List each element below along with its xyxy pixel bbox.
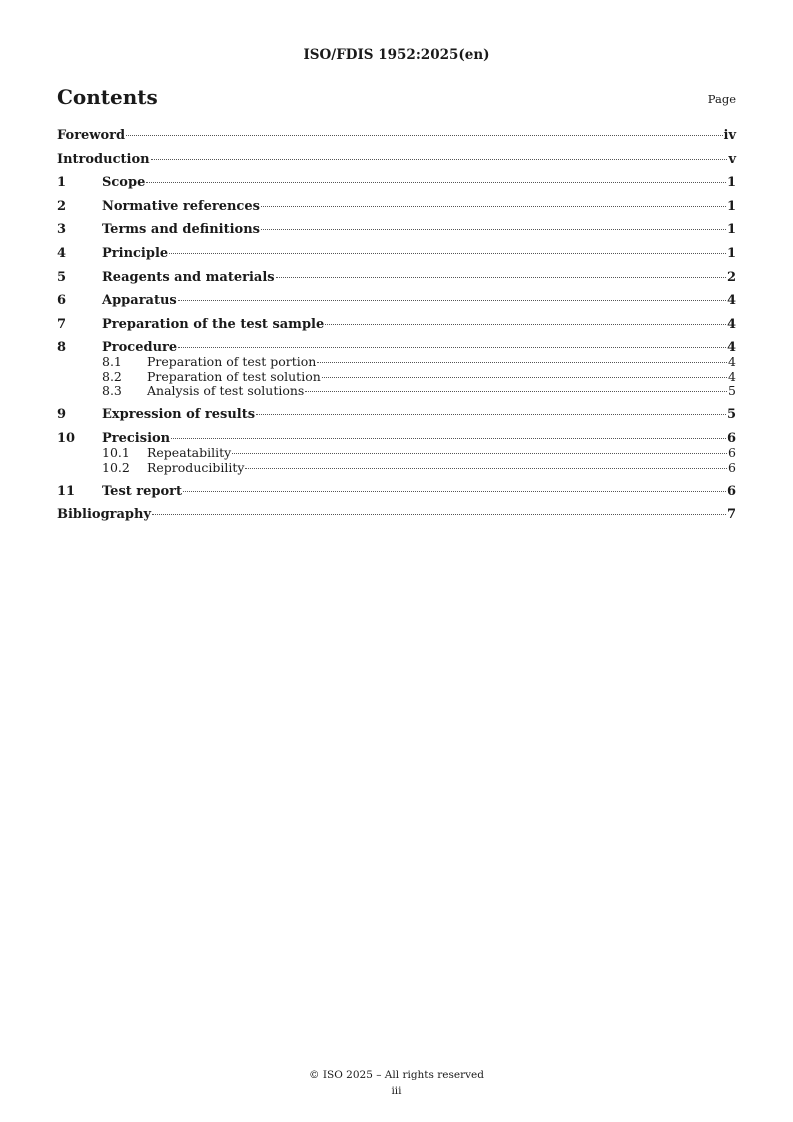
toc-entry-page: 4 bbox=[728, 368, 736, 384]
toc-entry-page: 4 bbox=[726, 316, 736, 332]
dot-leader bbox=[317, 362, 727, 363]
dot-leader bbox=[256, 414, 726, 415]
dot-leader bbox=[276, 277, 726, 278]
toc-entry[interactable] bbox=[57, 293, 736, 308]
toc-entry-number: 8 bbox=[57, 340, 67, 356]
toc-entry-title: Apparatus bbox=[102, 293, 177, 309]
toc-entry-number: 10.2 bbox=[102, 459, 130, 475]
toc-entry-page: 5 bbox=[728, 383, 736, 399]
toc-entry-page: 6 bbox=[726, 431, 736, 447]
dot-leader bbox=[169, 253, 726, 254]
dot-leader bbox=[322, 377, 727, 378]
toc-entry[interactable] bbox=[57, 222, 736, 237]
toc-entry-number: 6 bbox=[57, 293, 67, 309]
toc-entry-title: Terms and definitions bbox=[102, 222, 260, 238]
toc-subentry[interactable] bbox=[57, 370, 736, 385]
toc-entry-title: Bibliography bbox=[57, 507, 152, 523]
toc-entry-title: Preparation of test solution bbox=[147, 368, 321, 384]
toc-entry[interactable] bbox=[57, 431, 736, 446]
toc-entry-page: 4 bbox=[726, 293, 736, 309]
document-header: ISO/FDIS 1952:2025(en) bbox=[303, 47, 490, 63]
page-column-label: Page bbox=[707, 92, 736, 106]
dot-leader bbox=[245, 468, 727, 469]
toc-entry-title: Foreword bbox=[57, 128, 126, 143]
toc-subentry[interactable] bbox=[57, 355, 736, 370]
toc-entry-title: Introduction bbox=[57, 151, 150, 167]
toc-entry-page: 6 bbox=[726, 483, 736, 499]
toc-entry-page: 7 bbox=[726, 507, 736, 523]
page-title: Contents bbox=[57, 85, 158, 109]
toc-entry-title: Scope bbox=[102, 175, 146, 191]
toc-entry-number: 9 bbox=[57, 407, 67, 423]
toc-entry[interactable] bbox=[57, 128, 736, 143]
toc-subentry[interactable] bbox=[57, 461, 736, 476]
page-footer bbox=[0, 1067, 793, 1099]
toc-entry-page: 1 bbox=[726, 245, 736, 261]
toc-entry[interactable] bbox=[57, 484, 736, 499]
toc-entry[interactable] bbox=[57, 199, 736, 214]
toc-entry[interactable] bbox=[57, 317, 736, 332]
table-of-contents bbox=[57, 128, 736, 522]
toc-entry-title: Test report bbox=[102, 483, 183, 499]
toc-entry-title: Preparation of test portion bbox=[147, 354, 317, 370]
toc-entry-page: v bbox=[728, 151, 736, 167]
dot-leader bbox=[325, 324, 726, 325]
dot-leader bbox=[183, 491, 726, 492]
toc-entry-page: iv bbox=[723, 128, 736, 143]
toc-entry-number: 8.1 bbox=[102, 354, 122, 370]
toc-entry[interactable] bbox=[57, 407, 736, 422]
toc-entry[interactable] bbox=[57, 507, 736, 522]
toc-entry[interactable] bbox=[57, 175, 736, 190]
dot-leader bbox=[151, 159, 728, 160]
toc-entry-page: 1 bbox=[726, 222, 736, 238]
toc-entry-number: 1 bbox=[57, 175, 67, 191]
toc-entry-title: Preparation of the test sample bbox=[102, 316, 325, 332]
toc-entry-number: 2 bbox=[57, 198, 67, 214]
toc-entry-title: Analysis of test solutions bbox=[147, 383, 305, 399]
page-number: iii bbox=[391, 1085, 402, 1097]
toc-entry-title: Reagents and materials bbox=[102, 269, 275, 285]
toc-entry-title: Normative references bbox=[102, 198, 260, 214]
toc-entry-number: 8.3 bbox=[102, 383, 122, 399]
toc-entry-number: 10.1 bbox=[102, 445, 130, 461]
dot-leader bbox=[152, 514, 726, 515]
dot-leader bbox=[261, 206, 726, 207]
toc-entry[interactable] bbox=[57, 246, 736, 261]
toc-entry-number: 5 bbox=[57, 269, 67, 285]
toc-entry-number: 10 bbox=[57, 431, 76, 447]
dot-leader bbox=[126, 135, 722, 136]
toc-entry-title: Precision bbox=[102, 431, 171, 447]
toc-entry-number: 4 bbox=[57, 245, 67, 261]
dot-leader bbox=[146, 182, 726, 183]
toc-entry-number: 7 bbox=[57, 316, 67, 332]
toc-entry-page: 5 bbox=[726, 407, 736, 423]
toc-entry-title: Expression of results bbox=[102, 407, 256, 423]
dot-leader bbox=[305, 391, 727, 392]
toc-entry-title: Principle bbox=[102, 245, 169, 261]
toc-entry[interactable] bbox=[57, 152, 736, 167]
dot-leader bbox=[178, 300, 726, 301]
toc-entry[interactable] bbox=[57, 270, 736, 285]
toc-entry-number: 11 bbox=[57, 483, 76, 499]
toc-entry-page: 1 bbox=[726, 175, 736, 191]
toc-entry-title: Repeatability bbox=[147, 445, 232, 461]
dot-leader bbox=[232, 453, 727, 454]
toc-entry-page: 1 bbox=[726, 198, 736, 214]
dot-leader bbox=[261, 229, 726, 230]
copyright-notice: © ISO 2025 – All rights reserved bbox=[309, 1069, 484, 1081]
toc-entry-page: 6 bbox=[728, 459, 736, 475]
toc-entry-number: 3 bbox=[57, 222, 67, 238]
toc-subentry[interactable] bbox=[57, 384, 736, 399]
toc-entry-page: 4 bbox=[728, 354, 736, 370]
dot-leader bbox=[178, 347, 726, 348]
toc-entry-page: 2 bbox=[726, 269, 736, 285]
toc-entry-title: Reproducibility bbox=[147, 459, 245, 475]
toc-entry-page: 6 bbox=[728, 445, 736, 461]
dot-leader bbox=[171, 438, 726, 439]
toc-entry-title: Procedure bbox=[102, 340, 178, 356]
toc-entry-page: 4 bbox=[726, 340, 736, 356]
toc-entry-number: 8.2 bbox=[102, 368, 122, 384]
toc-entry[interactable] bbox=[57, 340, 736, 355]
toc-subentry[interactable] bbox=[57, 446, 736, 461]
